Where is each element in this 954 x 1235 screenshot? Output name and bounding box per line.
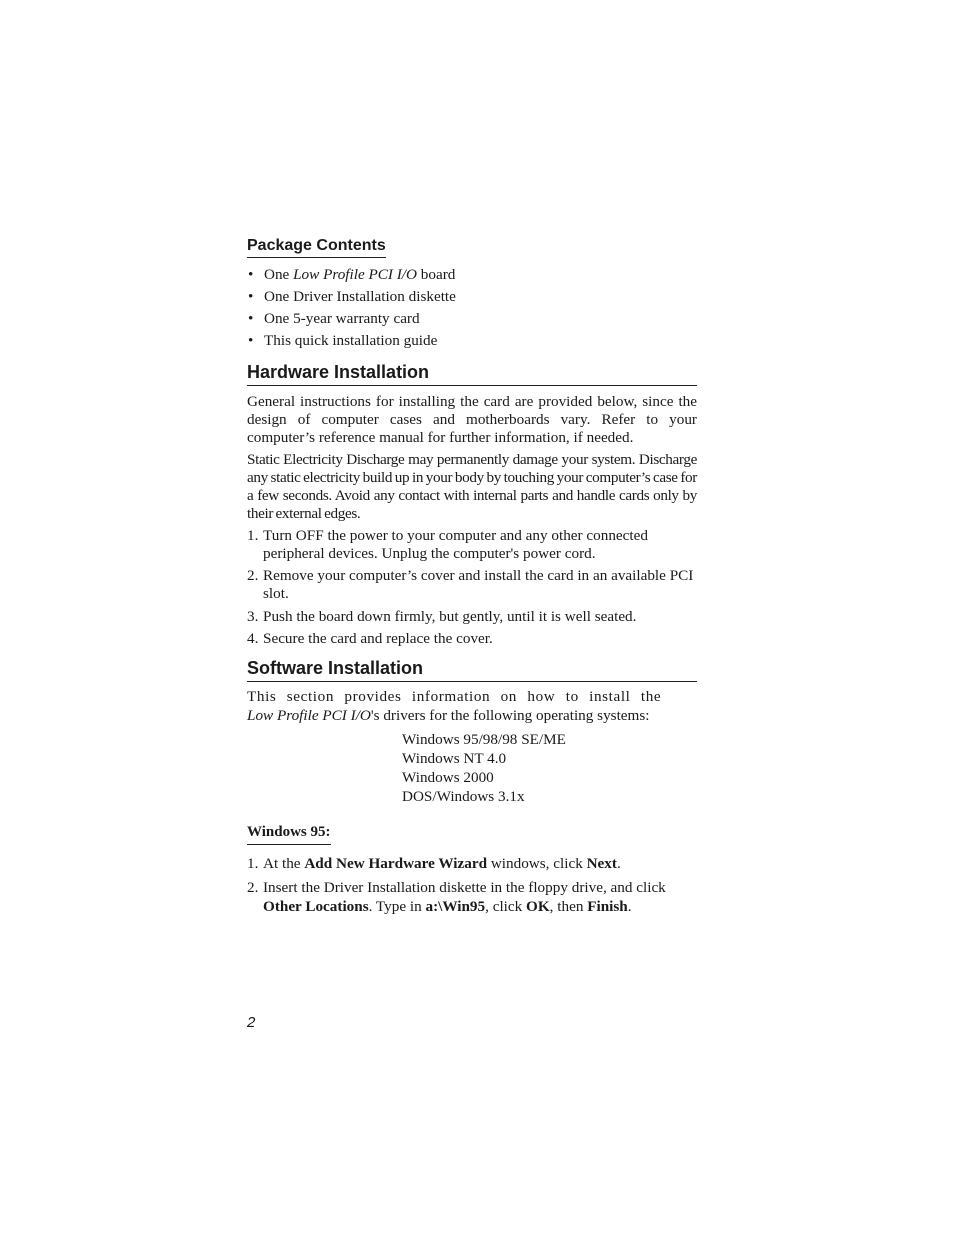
list-item: • One Driver Installation diskette [247, 286, 697, 308]
os-item: DOS/Windows 3.1x [402, 788, 525, 805]
list-item: 3. Push the board down firmly, but gently, until it is well seated. [247, 608, 637, 625]
software-installation-heading: Software Installation [247, 657, 697, 682]
ui-label: Other Locations [263, 898, 369, 915]
list-item: 2. Remove your computer’s cover and install the card in an available PCI slot. [247, 567, 694, 602]
list-item: 4. Secure the card and replace the cover. [247, 630, 493, 647]
os-item: Windows 2000 [402, 769, 494, 786]
os-item: Windows 95/98/98 SE/ME [402, 731, 566, 748]
list-item: • One Low Profile PCI I/O board [247, 264, 697, 286]
package-contents-heading: Package Contents [247, 236, 386, 258]
list-item: • This quick installation guide [247, 330, 697, 352]
list-item: • One 5-year warranty card [247, 308, 697, 330]
hardware-installation-heading: Hardware Installation [247, 361, 697, 386]
os-item: Windows NT 4.0 [402, 750, 507, 767]
os-list [402, 730, 697, 806]
software-intro-continuation: Low Profile PCI I/O's drivers for the following operating systems: [247, 707, 650, 724]
page-number: 2 [247, 1014, 256, 1031]
ui-label: a:\Win95 [425, 898, 486, 915]
ui-label: OK [526, 898, 550, 915]
static-discharge-paragraph: Static Electricity Discharge may permanently damage your system. Discharge any static electricity build up in your body by touching your computer’s case for a few seconds. Avoid any contact with internal parts and handle cards only by their external edges. [247, 451, 697, 522]
product-name: Low Profile PCI I/O [247, 707, 371, 724]
ui-label: Next [586, 855, 617, 872]
list-item: 1. Turn OFF the power to your computer and any other connected peripheral devices. Unplug the computer's power cord. [247, 527, 648, 562]
manual-page [247, 236, 697, 916]
package-contents-list [247, 264, 697, 352]
ui-label: Finish [587, 898, 628, 915]
windows95-heading: Windows 95: [247, 823, 331, 845]
product-name: Low Profile PCI I/O [293, 266, 417, 283]
windows95-steps-list [247, 854, 697, 916]
hardware-steps-list [247, 527, 697, 648]
hardware-intro-paragraph: General instructions for installing the card are provided below, since the design of computer cases and motherboards vary. Refer to your computer’s reference manual for further information, if needed. [247, 393, 697, 446]
software-intro-line: This section provides information on how to install the [247, 688, 662, 705]
list-item: 2. Insert the Driver Installation diskette in the floppy drive, and click Other Locations. Type in a:\Win95, click OK, then Finish. [247, 879, 666, 915]
ui-label: Add New Hardware Wizard [304, 855, 488, 872]
list-item: 1. At the Add New Hardware Wizard windows, click Next. [247, 855, 621, 872]
